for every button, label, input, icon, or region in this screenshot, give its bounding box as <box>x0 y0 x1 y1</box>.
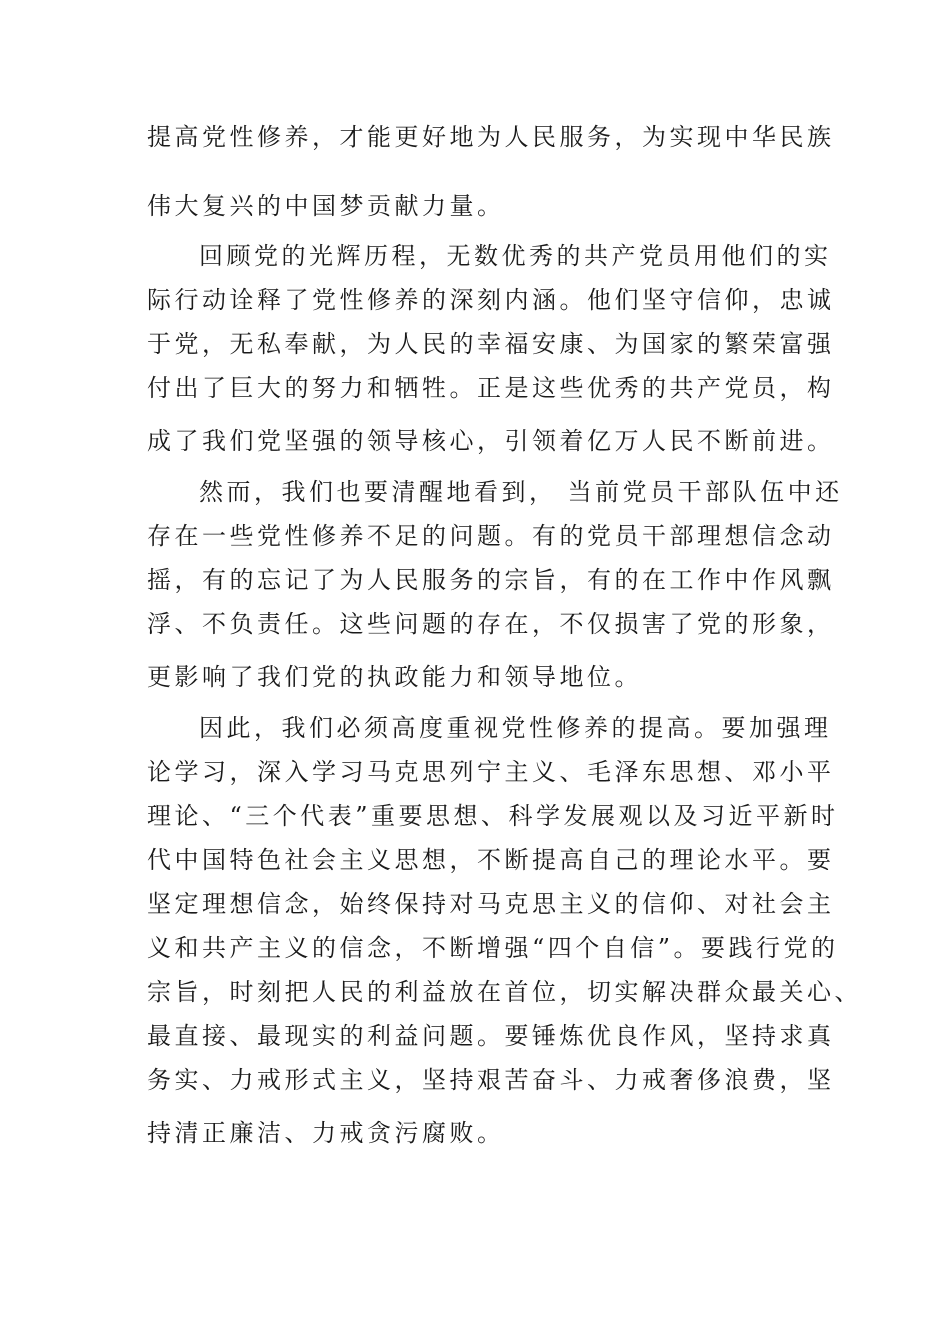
text-line: 务实、力戒形式主义，坚持艰苦奋斗、力戒奢侈浪费，坚 <box>147 1066 835 1094</box>
text-line: 义和共产主义的信念，不断增强“四个自信”。要践行党的 <box>147 934 839 962</box>
text-line: 宗旨，时刻把人民的利益放在首位，切实解决群众最关心、 <box>147 978 862 1006</box>
text-line: 回顾党的光辉历程，无数优秀的共产党员用他们的实 <box>199 242 832 270</box>
text-line: 因此，我们必须高度重视党性修养的提高。要加强理 <box>199 714 832 742</box>
text-line: 然而，我们也要清醒地看到， 当前党员干部队伍中还 <box>199 478 843 506</box>
text-line: 付出了巨大的努力和牺牲。正是这些优秀的共产党员，构 <box>147 374 835 402</box>
text-line: 代中国特色社会主义思想，不断提高自己的理论水平。要 <box>147 846 835 874</box>
text-line: 持清正廉洁、力戒贪污腐败。 <box>147 1119 505 1147</box>
text-line: 存在一些党性修养不足的问题。有的党员干部理想信念动 <box>147 522 835 550</box>
text-line: 论学习，深入学习马克思列宁主义、毛泽东思想、邓小平 <box>147 758 835 786</box>
text-line: 伟大复兴的中国梦贡献力量。 <box>147 192 505 220</box>
text-line: 成了我们党坚强的领导核心，引领着亿万人民不断前进。 <box>147 427 835 455</box>
text-line: 理论、“三个代表”重要思想、科学发展观以及习近平新时 <box>147 802 839 830</box>
text-line: 际行动诠释了党性修养的深刻内涵。他们坚守信仰，忠诚 <box>147 286 835 314</box>
text-line: 于党，无私奉献，为人民的幸福安康、为国家的繁荣富强 <box>147 330 835 358</box>
text-line: 提高党性修养，才能更好地为人民服务，为实现中华民族 <box>147 123 835 151</box>
text-line: 浮、不负责任。这些问题的存在，不仅损害了党的形象， <box>147 610 835 638</box>
text-line: 坚定理想信念，始终保持对马克思主义的信仰、对社会主 <box>147 890 835 918</box>
text-line: 更影响了我们党的执政能力和领导地位。 <box>147 663 642 691</box>
text-line: 最直接、最现实的利益问题。要锤炼优良作风，坚持求真 <box>147 1022 835 1050</box>
text-line: 摇，有的忘记了为人民服务的宗旨，有的在工作中作风飘 <box>147 566 835 594</box>
